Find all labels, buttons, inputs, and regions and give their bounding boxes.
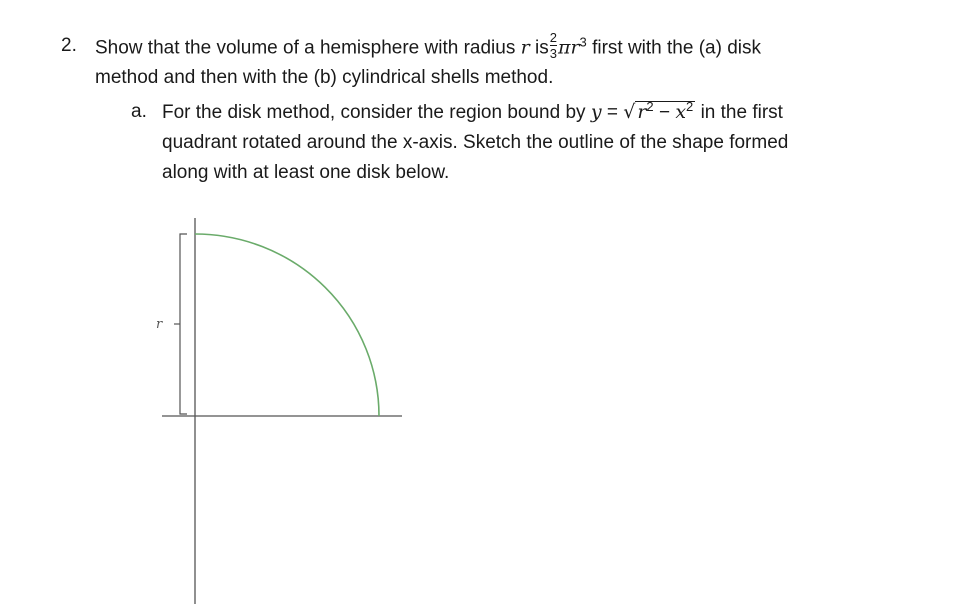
radius-label: r: [156, 317, 163, 332]
radius-variable: r: [520, 36, 530, 59]
radicand-exp-2: 2: [686, 99, 694, 114]
problem-text-before: Show that the volume of a hemisphere with radius: [95, 37, 516, 59]
part-a-line-2: quadrant rotated around the x-axis. Sketch the outline of the shape formed: [162, 132, 789, 153]
radicand-r: r: [637, 101, 647, 123]
exponent-three: 3: [579, 34, 587, 50]
problem-number: 2.: [61, 35, 77, 56]
quarter-circle-curve: [195, 234, 379, 416]
problem-text-after: first with the (a) disk: [592, 37, 761, 59]
part-a-text-before: For the disk method, consider the region bound by: [162, 102, 586, 123]
fraction-numerator: 2: [549, 30, 557, 45]
eq-sign: =: [606, 102, 618, 123]
eq-y: y: [590, 101, 602, 123]
pi-r: πr: [557, 36, 580, 59]
radicand-x: x: [675, 101, 687, 123]
is-word: is: [535, 37, 549, 59]
part-a-label: a.: [131, 101, 147, 122]
radicand-exp-1: 2: [646, 99, 654, 114]
fraction-denominator: 3: [549, 46, 557, 61]
part-a-text-after: in the first: [700, 102, 783, 123]
part-a-line-3: along with at least one disk below.: [162, 162, 450, 183]
radius-bracket: [180, 234, 187, 414]
problem-line-2: method and then with the (b) cylindrical shells method.: [95, 67, 554, 88]
minus-sign: −: [658, 102, 671, 123]
sqrt-sign: √: [623, 101, 636, 123]
